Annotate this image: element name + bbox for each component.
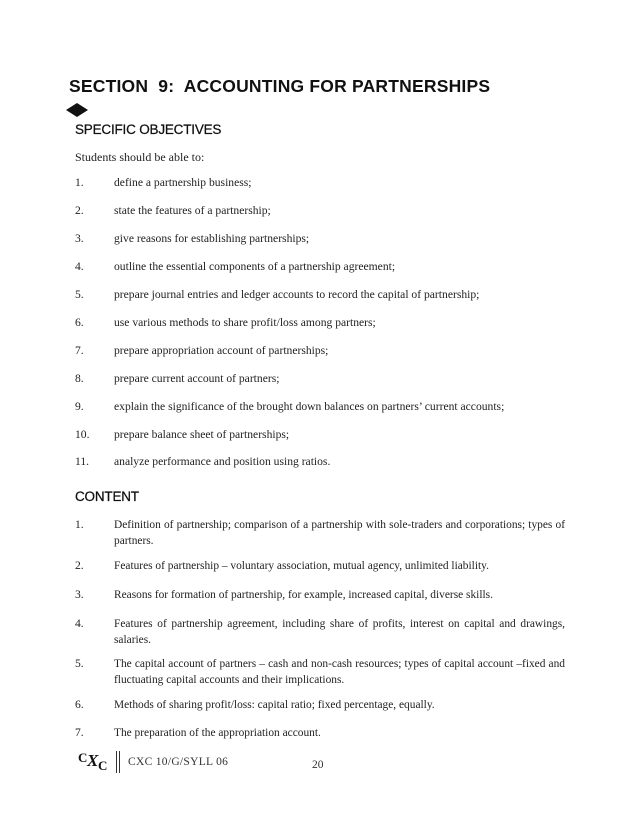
content-item (75, 616, 565, 648)
item-text: Features of partnership agreement, including share of profits, interest on capital and drawings, salaries. (114, 618, 565, 646)
item-text: define a partnership business; (114, 176, 252, 189)
item-text: Methods of sharing profit/loss: capital ratio; fixed percentage, equally. (114, 699, 435, 711)
objective-item (75, 175, 565, 191)
section-title-text: SECTION 9: ACCOUNTING FOR PARTNERSHIPS (69, 76, 491, 96)
item-number: 7. (75, 344, 84, 357)
objective-item (75, 399, 565, 415)
item-text: prepare appropriation account of partnerships; (114, 344, 329, 357)
item-text: give reasons for establishing partnerships; (114, 232, 310, 245)
item-number: 5. (75, 288, 84, 301)
objective-item (75, 231, 565, 247)
content-item (75, 558, 565, 574)
item-number: 4. (75, 260, 84, 273)
page-number: 20 (312, 759, 324, 771)
item-number: 4. (75, 617, 84, 630)
item-number: 1. (75, 176, 84, 189)
content-item (75, 517, 565, 549)
item-text: prepare balance sheet of partnerships; (114, 428, 290, 441)
syllabus-code: CXC 10/G/SYLL 06 (128, 756, 229, 768)
item-number: 2. (75, 204, 84, 217)
item-text: The preparation of the appropriation account. (114, 727, 321, 739)
item-text: The capital account of partners – cash and non-cash resources; types of capital account –fixed and fluctuating capital accounts and their implications. (114, 658, 565, 686)
objective-item (75, 287, 565, 303)
objectives-intro: Students should be able to: (75, 150, 205, 164)
item-number: 3. (75, 232, 84, 245)
content-item (75, 725, 565, 741)
diamond-bullet-icon (46, 80, 68, 94)
item-number: 8. (75, 372, 84, 385)
section-title (46, 76, 490, 97)
item-number: 5. (75, 657, 84, 670)
item-text: use various methods to share profit/loss among partners; (114, 316, 376, 329)
objective-item (75, 427, 565, 443)
objective-item (75, 454, 565, 470)
objective-item (75, 259, 565, 275)
item-number: 6. (75, 698, 84, 711)
item-number: 11. (75, 455, 90, 468)
objective-item (75, 315, 565, 331)
item-number: 3. (75, 588, 84, 601)
objective-item (75, 371, 565, 387)
content-item (75, 587, 565, 603)
item-number: 9. (75, 400, 84, 413)
item-number: 7. (75, 726, 84, 739)
double-bar-divider (116, 751, 120, 773)
item-number: 10. (75, 428, 90, 441)
item-text: Features of partnership – voluntary association, mutual agency, unlimited liability. (114, 560, 489, 572)
item-text: Reasons for formation of partnership, for example, increased capital, diverse skills. (114, 589, 493, 601)
specific-objectives-heading: SPECIFIC OBJECTIVES (75, 122, 222, 137)
objective-item (75, 343, 565, 359)
cxc-logo-icon: C X C (78, 750, 108, 773)
item-text: explain the significance of the brought down balances on partners’ current accounts; (114, 400, 505, 413)
item-text: analyze performance and position using ratios. (114, 455, 331, 468)
content-heading: CONTENT (75, 489, 139, 504)
item-text: Definition of partnership; comparison of a partnership with sole-traders and corporations; types of partners. (114, 519, 565, 547)
item-text: state the features of a partnership; (114, 204, 271, 217)
item-number: 2. (75, 559, 84, 572)
item-text: prepare current account of partners; (114, 372, 280, 385)
content-item (75, 656, 565, 688)
item-text: prepare journal entries and ledger accounts to record the capital of partnership; (114, 288, 480, 301)
item-text: outline the essential components of a partnership agreement; (114, 260, 396, 273)
objective-item (75, 203, 565, 219)
item-number: 6. (75, 316, 84, 329)
item-number: 1. (75, 518, 84, 531)
content-item (75, 697, 565, 713)
